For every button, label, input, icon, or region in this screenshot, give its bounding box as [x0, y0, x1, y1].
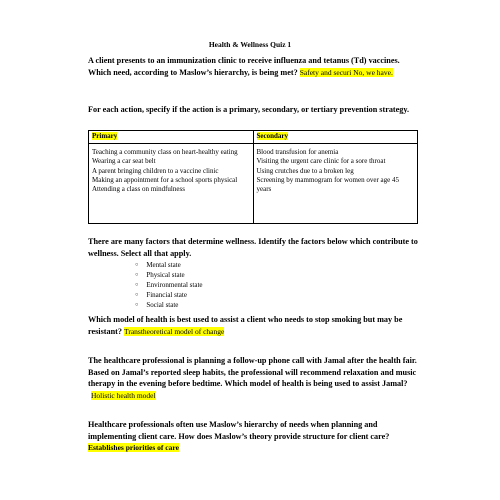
question-6-answer: Establishes priorities of care: [88, 443, 179, 452]
question-2-text: For each action, specify if the action is a primary, secondary, or tertiary prevention strategy.: [88, 105, 410, 114]
option-item: ○ Social state: [135, 301, 203, 311]
question-1: [88, 55, 418, 78]
question-3: [88, 236, 418, 259]
table-header-primary: Primary: [89, 131, 254, 144]
primary-item: Wearing a car seat belt: [92, 157, 156, 166]
primary-item: Attending a class on mindfulness: [92, 185, 185, 194]
option-item: ○ Financial state: [135, 291, 203, 301]
prevention-table: [88, 130, 418, 224]
question-4: [88, 314, 418, 337]
primary-cell: [89, 144, 254, 224]
primary-item: Teaching a community class on heart-healthy eating: [92, 148, 238, 156]
secondary-item: Using crutches due to a broken leg: [256, 166, 354, 175]
question-5-text: The healthcare professional is planning a follow-up phone call with Jamal after the health fair. Based on Jamal’s reported sleep habits, the professional will recommend relaxation and music therapy in the evening before bedtime. Which model of health is being used to assist Jamal?: [88, 356, 417, 388]
question-4-answer: Transtheoretical model of change: [124, 326, 225, 336]
question-1-answer: Safety and securi No, we have.: [299, 67, 393, 77]
primary-item: A parent bringing children to a vaccine clinic: [92, 166, 219, 175]
wellness-options-list: [135, 261, 203, 311]
option-item: ○ Physical state: [135, 271, 203, 281]
document-title: Health & Wellness Quiz 1: [208, 40, 292, 49]
secondary-item: Blood transfusion for anemia: [256, 148, 339, 156]
question-5-answer: Holistic health model: [91, 390, 156, 400]
secondary-item: Visiting the urgent care clinic for a sore throat: [256, 157, 386, 166]
question-6-text: Healthcare professionals often use Maslow’s hierarchy of needs when planning and implementing client care. How does Maslow’s theory provide structure for client care?: [88, 420, 390, 441]
option-item: ○ Environmental state: [135, 281, 203, 291]
secondary-cell: [253, 144, 418, 224]
question-6: [88, 419, 418, 454]
question-2: [88, 104, 418, 116]
option-item: ○ Mental state: [135, 261, 203, 271]
question-1-text: A client presents to an immunization clinic to receive influenza and tetanus (Td) vaccines. Which need, according to Maslow’s hierarchy, is being met?: [88, 56, 400, 77]
table-header-secondary: Secondary: [253, 131, 418, 144]
question-4-text: Which model of health is best used to assist a client who needs to stop smoking but may be resistant?: [88, 315, 403, 336]
secondary-item: Screening by mammogram for women over age 45 years: [256, 175, 399, 194]
question-5: [88, 355, 418, 401]
primary-item: Making an appointment for a school sports physical: [92, 175, 238, 184]
question-3-text: There are many factors that determine wellness. Identify the factors below which contribute to wellness. Select all that apply.: [88, 237, 418, 258]
